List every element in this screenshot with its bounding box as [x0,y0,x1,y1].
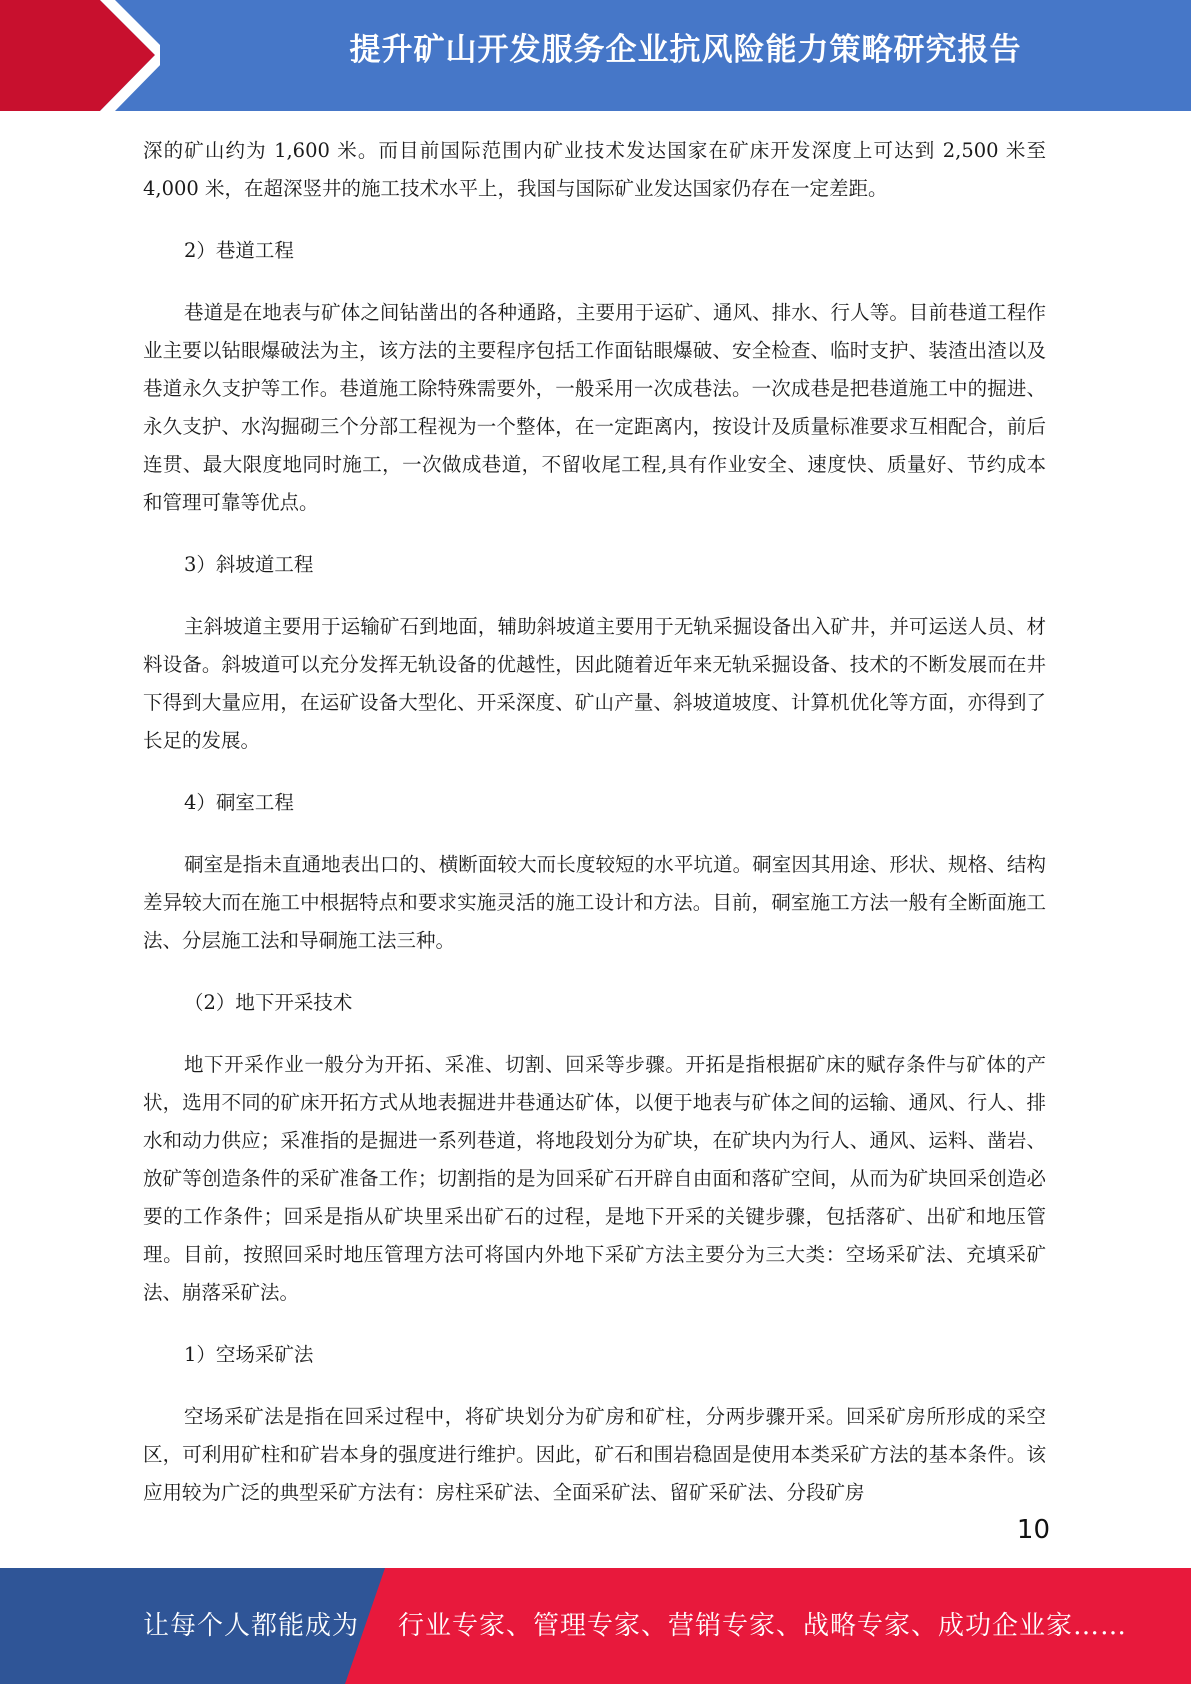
footer-slogan-left: 让每个人都能成为 [143,1611,360,1641]
paragraph: 地下开采作业一般分为开拓、采准、切割、回采等步骤。开拓是指根据矿床的赋存条件与矿体的产状，选用不同的矿床开拓方式从地表掘进井巷通达矿体，以便于地表与矿体之间的运输、通风、行人、排水和动力供应；采准指的是掘进一系列巷道，将地段划分为矿块，在矿块内为行人、通风、运料、凿岩、放矿等创造条件的采矿准备工作；切割指的是为回采矿石开辟自由面和落矿空间，从而为矿块回采创造必要的工作条件；回采是指从矿块里采出矿石的过程，是地下开采的关键步骤，包括落矿、出矿和地压管理。目前，按照回采时地压管理方法可将国内外地下采矿方法主要分为三大类：空场采矿法、充填采矿法、崩落采矿法。 [143,1053,1046,1304]
document-body [143,132,1046,1512]
page-header [0,0,1191,111]
header-chevron-decoration [0,0,160,111]
section-heading: （2）地下开采技术 [184,991,353,1014]
paragraph: 硐室是指未直通地表出口的、横断面较大而长度较短的水平坑道。硐室因其用途、形状、规格、结构差异较大而在施工中根据特点和要求实施灵活的施工设计和方法。目前，硐室施工方法一般有全断面施工法、分层施工法和导硐施工法三种。 [143,853,1046,952]
section-heading: 1）空场采矿法 [184,1343,314,1366]
paragraph: 空场采矿法是指在回采过程中，将矿块划分为矿房和矿柱，分两步骤开采。回采矿房所形成的采空区，可利用矿柱和矿岩本身的强度进行维护。因此，矿石和围岩稳固是使用本类采矿方法的基本条件。该应用较为广泛的典型采矿方法有：房柱采矿法、全面采矿法、留矿采矿法、分段矿房 [143,1405,1046,1504]
section-heading: 2）巷道工程 [184,239,294,262]
section-heading: 3）斜坡道工程 [184,553,314,576]
paragraph: 巷道是在地表与矿体之间钻凿出的各种通路，主要用于运矿、通风、排水、行人等。目前巷道工程作业主要以钻眼爆破法为主，该方法的主要程序包括工作面钻眼爆破、安全检查、临时支护、装渣出渣以及巷道永久支护等工作。巷道施工除特殊需要外，一般采用一次成巷法。一次成巷是把巷道施工中的掘进、永久支护、水沟掘砌三个分部工程视为一个整体，在一定距离内，按设计及质量标准要求互相配合，前后连贯、最大限度地同时施工，一次做成巷道，不留收尾工程,具有作业安全、速度快、质量好、节约成本和管理可靠等优点。 [143,301,1046,514]
footer-slogan-right: 行业专家、管理专家、营销专家、战略专家、成功企业家…… [398,1611,1128,1641]
paragraph: 深的矿山约为 1,600 米。而目前国际范围内矿业技术发达国家在矿床开发深度上可达到 2,500 米至 4,000 米，在超深竖井的施工技术水平上，我国与国际矿业发达国家仍存在一定差距。 [143,139,1046,200]
page-number: 10 [1016,1515,1050,1545]
paragraph: 主斜坡道主要用于运输矿石到地面，辅助斜坡道主要用于无轨采掘设备出入矿井，并可运送人员、材料设备。斜坡道可以充分发挥无轨设备的优越性，因此随着近年来无轨采掘设备、技术的不断发展而在井下得到大量应用，在运矿设备大型化、开采深度、矿山产量、斜坡道坡度、计算机优化等方面，亦得到了长足的发展。 [143,615,1046,752]
page-footer [0,1568,1191,1684]
report-title: 提升矿山开发服务企业抗风险能力策略研究报告 [349,32,1022,68]
section-heading: 4）硐室工程 [184,791,294,814]
